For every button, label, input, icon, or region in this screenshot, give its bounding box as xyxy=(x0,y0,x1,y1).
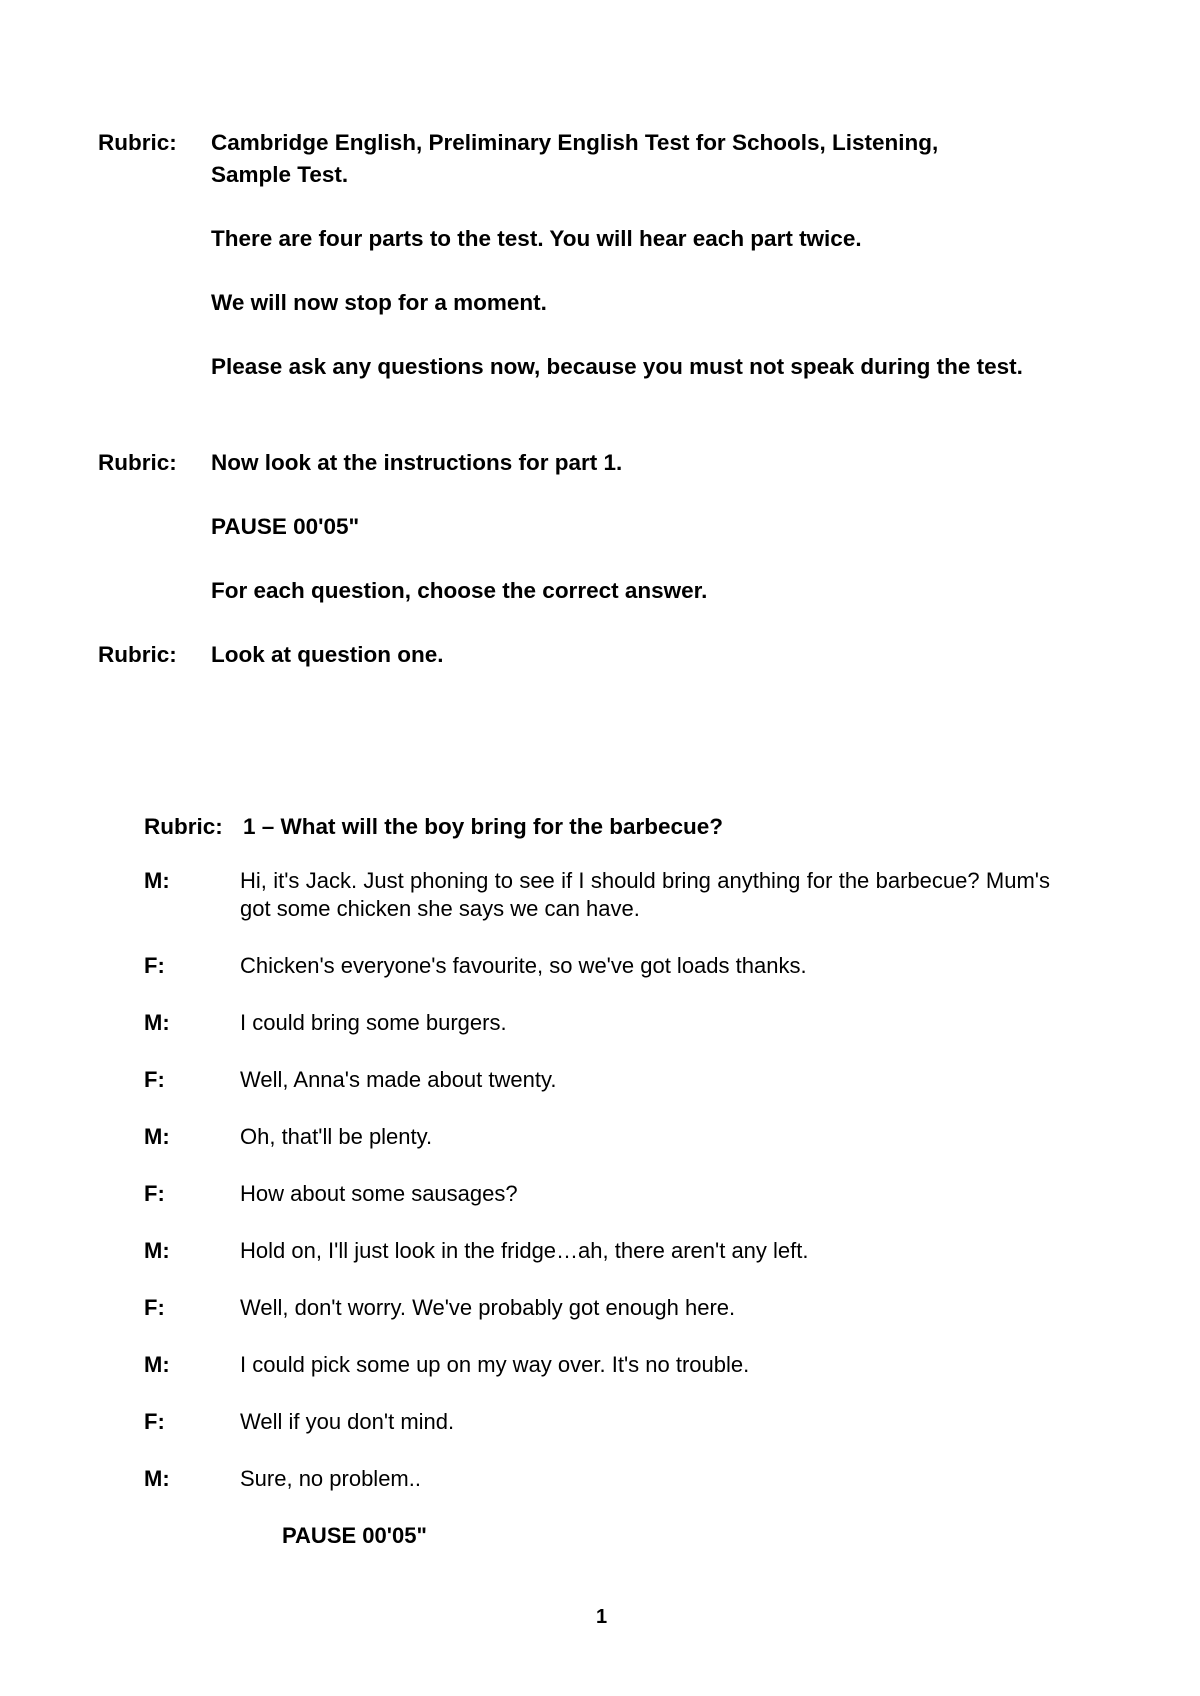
rubric-text: Cambridge English, Preliminary English Test for Schools, Listening, xyxy=(211,130,939,155)
dialogue-line: Chicken's everyone's favourite, so we've got loads thanks. xyxy=(240,953,807,978)
instruction-text: Please ask any questions now, because you must not speak during the test. xyxy=(211,354,1023,379)
speaker-label: F: xyxy=(144,1295,165,1320)
question-rubric-label: Rubric: xyxy=(144,814,223,839)
rubric-label: Rubric: xyxy=(98,450,177,475)
instruction-text: There are four parts to the test. You will hear each part twice. xyxy=(211,226,862,251)
instruction-text: We will now stop for a moment. xyxy=(211,290,547,315)
dialogue-line: Oh, that'll be plenty. xyxy=(240,1124,433,1149)
instruction-text: For each question, choose the correct answer. xyxy=(211,578,708,603)
rubric-text: Now look at the instructions for part 1. xyxy=(211,450,623,475)
rubric-text: Look at question one. xyxy=(211,642,444,667)
speaker-label: M: xyxy=(144,868,170,893)
speaker-label: F: xyxy=(144,1409,165,1434)
rubric-text: Sample Test. xyxy=(211,162,349,187)
question-text: 1 – What will the boy bring for the barbecue? xyxy=(243,814,724,839)
rubric-label: Rubric: xyxy=(98,130,177,155)
dialogue-line: Hi, it's Jack. Just phoning to see if I should bring anything for the barbecue? Mum's got some chicken she says we can have. xyxy=(240,868,1050,921)
dialogue-line: Sure, no problem.. xyxy=(240,1466,421,1491)
speaker-label: M: xyxy=(144,1466,170,1491)
speaker-label: M: xyxy=(144,1010,170,1035)
speaker-label: F: xyxy=(144,953,165,978)
dialogue-line: Hold on, I'll just look in the fridge…ah, there aren't any left. xyxy=(240,1238,809,1263)
speaker-label: F: xyxy=(144,1181,165,1206)
dialogue-line: Well, Anna's made about twenty. xyxy=(240,1067,557,1092)
speaker-label: F: xyxy=(144,1067,165,1092)
pause-marker: PAUSE 00'05" xyxy=(211,514,360,539)
speaker-label: M: xyxy=(144,1238,170,1263)
dialogue-line: I could bring some burgers. xyxy=(240,1010,507,1035)
speaker-label: M: xyxy=(144,1352,170,1377)
rubric-label: Rubric: xyxy=(98,642,177,667)
dialogue-line: How about some sausages? xyxy=(240,1181,518,1206)
dialogue-line: Well if you don't mind. xyxy=(240,1409,455,1434)
page-number: 1 xyxy=(596,1606,608,1628)
speaker-label: M: xyxy=(144,1124,170,1149)
dialogue-line: Well, don't worry. We've probably got enough here. xyxy=(240,1295,736,1320)
dialogue-line: I could pick some up on my way over. It's no trouble. xyxy=(240,1352,750,1377)
pause-marker: PAUSE 00'05" xyxy=(282,1523,427,1548)
